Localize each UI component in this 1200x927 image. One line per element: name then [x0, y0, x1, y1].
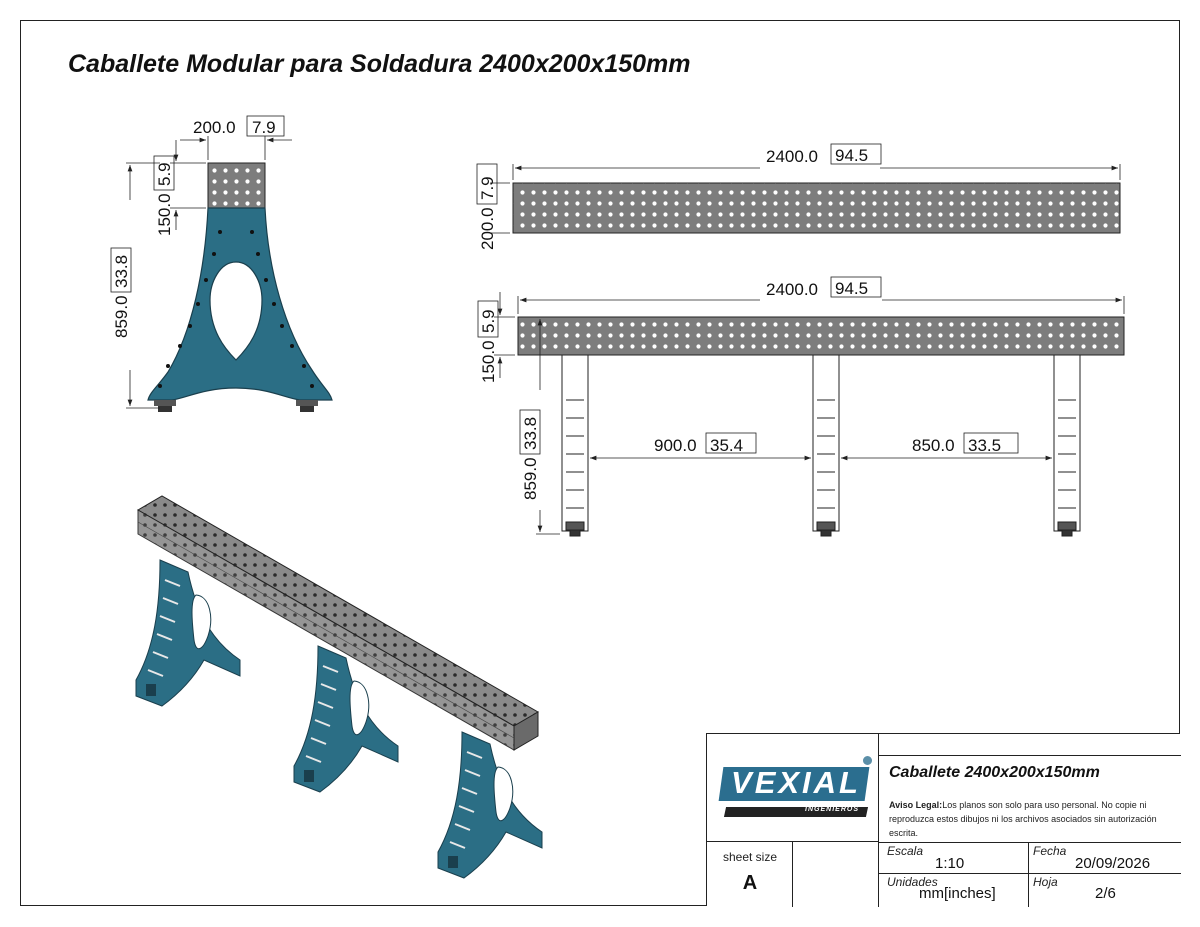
- dim-front-total-height: 859.0: [521, 457, 540, 500]
- dim-top-length-in: 94.5: [835, 146, 869, 165]
- dim-top-width: 200.0: [478, 207, 497, 250]
- dim-front-length: 2400.0: [766, 280, 818, 299]
- title-block: [706, 733, 1180, 906]
- tb-top-strip: [879, 734, 1181, 756]
- dim-front-beam-height: 150.0: [479, 340, 498, 383]
- dim-side-width: 200.0: [193, 118, 236, 137]
- front-view: [478, 277, 1124, 536]
- front-leg-3: [1054, 355, 1080, 536]
- dim-top-width-in: 7.9: [478, 176, 497, 200]
- front-leg-2: [813, 355, 839, 536]
- tb-legal-label: Aviso Legal:: [889, 800, 943, 810]
- tb-scale: 1:10: [935, 855, 965, 872]
- tb-sheet: 2/6: [1095, 885, 1116, 902]
- dim-span-left-in: 35.4: [710, 436, 744, 455]
- tb-empty-cell: [793, 842, 879, 907]
- tb-units-label: Unidades: [887, 875, 938, 889]
- dim-front-total-height-in: 33.8: [521, 416, 540, 450]
- tb-legal-notice: [889, 798, 1171, 840]
- top-beam: [513, 183, 1120, 233]
- tb-scale-cell: [879, 842, 1029, 874]
- dim-front-beam-height-in: 5.9: [479, 309, 498, 333]
- dim-side-beam-height: 150.0: [155, 193, 174, 236]
- tb-scale-label: Escala: [887, 844, 924, 858]
- logo-subtitle: INGENIEROS: [805, 806, 859, 813]
- tb-sheet-size: A: [742, 872, 758, 894]
- tb-sheet-label: Hoja: [1033, 875, 1058, 889]
- dim-top-length: 2400.0: [766, 147, 818, 166]
- tb-date-cell: [1029, 842, 1181, 874]
- dim-side-width-in: 7.9: [252, 118, 276, 137]
- dim-side-total-height: 859.0: [112, 295, 131, 338]
- drawing-title: Caballete Modular para Soldadura 2400x200x150mm: [68, 50, 691, 78]
- logo-text: VEXIAL: [731, 765, 861, 800]
- registered-icon: [863, 756, 872, 765]
- iso-leg-3: [438, 732, 542, 878]
- tb-date-label: Fecha: [1033, 844, 1067, 858]
- side-beam: [208, 163, 265, 208]
- side-view: [111, 116, 332, 412]
- dim-span-right: 850.0: [912, 436, 955, 455]
- tb-drawing-title: Caballete 2400x200x150mm: [889, 764, 1100, 781]
- isometric-view: [136, 496, 542, 878]
- tb-date: 20/09/2026: [1075, 855, 1151, 872]
- dim-side-beam-height-in: 5.9: [155, 162, 174, 186]
- dim-span-left: 900.0: [654, 436, 697, 455]
- front-beam: [518, 317, 1124, 355]
- tb-legal-text: Los planos son solo para uso personal. No copie ni reproduzca estos dibujos ni los archivos asociados sin autorización escrita.: [889, 800, 1157, 838]
- tb-units-cell: [879, 874, 1029, 907]
- top-view: [477, 144, 1120, 250]
- dim-side-total-height-in: 33.8: [112, 254, 131, 288]
- tb-sheet-cell: [1029, 874, 1181, 907]
- tb-logo-cell: [707, 734, 879, 842]
- dim-span-right-in: 33.5: [968, 436, 1002, 455]
- front-leg-1: [562, 355, 588, 536]
- tb-units: mm[inches]: [919, 885, 996, 902]
- dim-front-length-in: 94.5: [835, 279, 869, 298]
- tb-sheet-size-label: sheet size: [722, 850, 778, 864]
